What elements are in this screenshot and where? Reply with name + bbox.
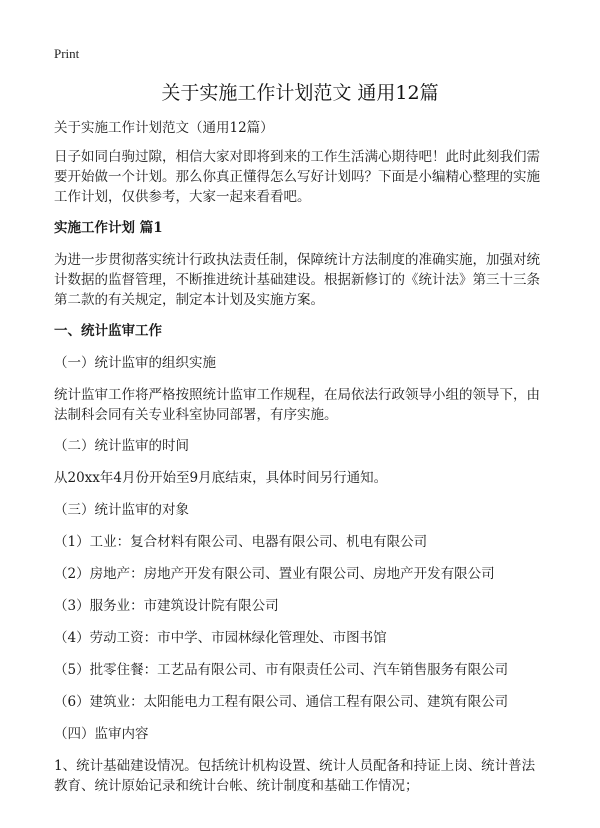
subsection-title: （三）统计监审的对象 [54,502,189,518]
subsection-title: （四）监审内容 [54,726,149,742]
subsection-title: （二）统计监审的时间 [54,438,189,454]
part-heading: 一、统计监审工作 [54,323,162,339]
article-body [54,118,548,807]
section-heading: 实施工作计划 篇1 [54,220,163,236]
list-item: （1）工业：复合材料有限公司、电器有限公司、机电有限公司 [54,534,428,550]
list-item: （4）劳动工资：市中学、市园林绿化管理处、市图书馆 [54,630,387,646]
list-item: （3）服务业：市建筑设计院有限公司 [54,598,279,614]
article-subtitle: 关于实施工作计划范文（通用12篇） [54,120,274,136]
subsection-text: 统计监审工作将严格按照统计监审工作规程，在局依法行政领导小组的领导下，由法制科会同有关专业科室协同部署，有序实施。 [54,387,540,423]
list-item: （5）批零住餐：工艺品有限公司、市有限责任公司、汽车销售服务有限公司 [54,662,509,678]
subsection-title: （一）统计监审的组织实施 [54,355,216,371]
print-link[interactable]: Print [54,46,80,61]
section-paragraph: 为进一步贯彻落实统计行政执法责任制，保障统计方法制度的准确实施，加强对统计数据的监督管理，不断推进统计基础建设。根据新修订的《统计法》第三十三条第二款的有关规定，制定本计划及实施方案。 [54,252,540,308]
list-item: （6）建筑业：太阳能电力工程有限公司、通信工程有限公司、建筑有限公司 [54,694,509,710]
subsection-text: 从20xx年4月份开始至9月底结束，具体时间另行通知。 [54,470,388,486]
list-item: （2）房地产：房地产开发有限公司、置业有限公司、房地产开发有限公司 [54,566,495,582]
page-title: 关于实施工作计划范文 通用12篇 [161,82,439,104]
intro-paragraph: 日子如同白驹过隙，相信大家对即将到来的工作生活满心期待吧！此时此刻我们需要开始做一个计划。那么你真正懂得怎么写好计划吗？下面是小编精心整理的实施工作计划，仅供参考，大家一起来看看吧。 [54,149,540,205]
content-paragraph: 1、统计基础建设情况。包括统计机构设置、统计人员配备和持证上岗、统计普法教育、统计原始记录和统计台帐、统计制度和基础工作情况； [54,758,536,794]
